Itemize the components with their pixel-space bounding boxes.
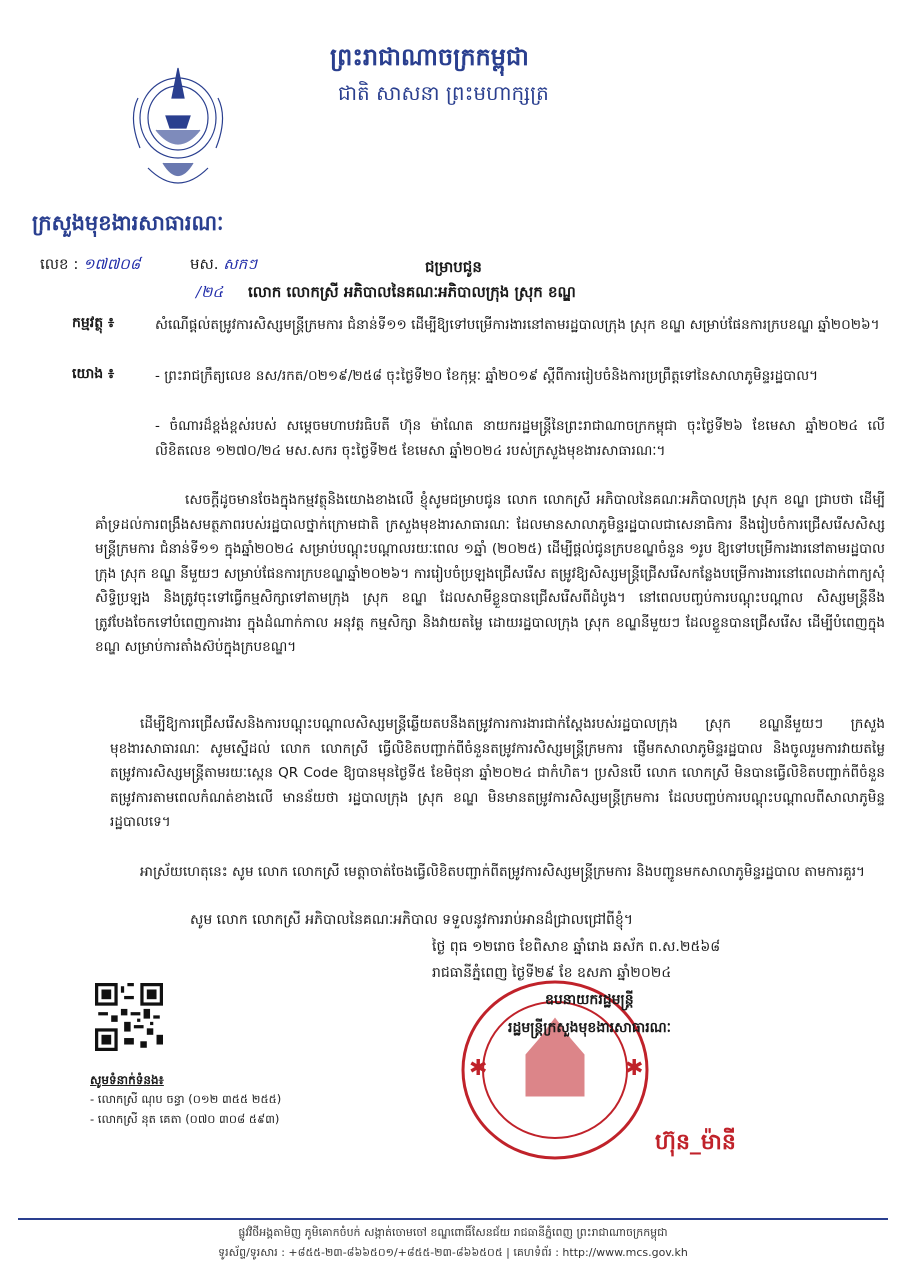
reference-number-label: លេខ : bbox=[40, 255, 79, 273]
contact-2: - លោកស្រី នុត គេតា (០៧០ ៣០៨ ៥៩៣) bbox=[90, 1112, 280, 1126]
body-paragraph-3: អាស្រ័យហេតុនេះ សូម លោក លោកស្រី មេត្តាចាត់ចែងធ្វើលិខិតបញ្ជាក់ពីតម្រូវការសិស្សមន្ត្រីក្រមការ និងបញ្ជូនមកសាលាភូមិន្ទរដ្ឋបាល តាមការគួរ។ bbox=[140, 864, 865, 880]
qr-code-icon[interactable] bbox=[95, 983, 163, 1051]
closing-line: សូម លោក លោកស្រី អភិបាលនៃគណៈអភិបាល ទទួលនូវការរាប់អានដ៏ជ្រាលជ្រៅពីខ្ញុំ។ bbox=[190, 912, 634, 928]
reference-item-1: - ព្រះរាជក្រឹត្យលេខ នស/រកត/០២១៩/២៥៨ ចុះថ្ងៃទី២០ ខែកុម្ភៈ ឆ្នាំ២០១៩ ស្ដីពីការរៀបចំនិងការប្រព្រឹត្តទៅនៃសាលាភូមិន្ទរដ្ឋបាល។ bbox=[155, 368, 819, 384]
contact-1: - លោកស្រី ណុប ចន្ធា (០១២ ៣៥៥ ២៥៥) bbox=[90, 1092, 282, 1106]
royal-crest-icon bbox=[118, 58, 238, 208]
signer-title-2: រដ្ឋមន្ត្រីក្រសួងមុខងារសាធារណៈ bbox=[508, 1020, 672, 1036]
national-motto: ជាតិ សាសនា ព្រះមហាក្សត្រ bbox=[338, 81, 549, 105]
addressee: លោក លោកស្រី អភិបាលនៃគណៈអភិបាលក្រុង ស្រុក ខណ្ឌ bbox=[248, 283, 576, 301]
kingdom-title: ព្រះរាជាណាចក្រកម្ពុជា bbox=[330, 43, 529, 71]
subject-label: កម្មវត្ថុ ៖ bbox=[72, 315, 115, 331]
reference-suffix-handwritten: /២៤ bbox=[196, 283, 224, 301]
svg-text:✱: ✱ bbox=[625, 1056, 644, 1081]
footer-contact: ទូរស័ព្ទ/ទូរសារ : +៨៥៥-២៣-៨៦៦៥០១/+៨៥៥-២៣-៨៦៦៥០៥ | គេហទំព័រ : http://www.mcs.gov.kh bbox=[218, 1246, 688, 1259]
body-paragraph-2: ដើម្បីឱ្យការជ្រើសរើសនិងការបណ្ដុះបណ្ដាលសិស្សមន្ត្រីឆ្លើយតបនឹងតម្រូវការការងារជាក់ស្ដែងរបស់រដ្ឋបាលក្រុង ស្រុក ខណ្ឌនីមួយៗ ក្រសួងមុខងារសាធារណៈ សូមស្នើដល់ លោក លោកស្រី ធ្វើលិខិតបញ្ជាក់ពីចំនួនតម្រូវការសិស្សមន្ត្រីក្រមការ ផ្ញើមកសាលាភូមិន្ទរដ្ឋបាល និងចូលរួមការវាយតម្លៃតម្រូវការសិស្សមន្ត្រីតាមរយៈស្កេន QR Code ឱ្យបានមុនថ្ងៃទី៥ ខែមិថុនា ឆ្នាំ២០២៤ ជាកំហិត។ ប្រសិនបើ លោក លោកស្រី មិនបានធ្វើលិខិតបញ្ជាក់ពីចំនួនតម្រូវការតាមពេលកំណត់ខាងលើ មានន័យថា រដ្ឋបាលក្រុង ស្រុក ខណ្ឌ មិនមានតម្រូវការសិស្សមន្ត្រីក្រមការ ដែលបញ្ចប់ការបណ្ដុះបណ្ដាលពីសាលាភូមិន្ទរដ្ឋបាលទេ។ bbox=[110, 716, 885, 830]
send-to-label: ជម្រាបជូន bbox=[425, 258, 482, 276]
reference-number-row bbox=[40, 255, 257, 277]
reference-office-label: មស. bbox=[189, 255, 219, 273]
subject-text: សំណើផ្ដល់តម្រូវការសិស្សមន្ត្រីក្រមការ ជំនាន់ទី១១ ដើម្បីឱ្យទៅបម្រើការងារនៅតាមរដ្ឋបាលក្រុង ស្រុក ខណ្ឌ សម្រាប់ផែនការក្របខណ្ឌ ឆ្នាំ២០២៦។ bbox=[155, 317, 880, 333]
reference-office-handwritten: សកៗ bbox=[223, 255, 257, 273]
signer-title-1: ឧបនាយករដ្ឋមន្ត្រី bbox=[545, 992, 634, 1008]
footer-address: ផ្លូវវិថីអង្គតាមិញ ភូមិគោកចំបក់ សង្កាត់ចោមចៅ ខណ្ឌពោធិ៍សែនជ័យ រាជធានីភ្នំពេញ ព្រះរាជាណាចក្រកម្ពុជា bbox=[238, 1226, 668, 1239]
ministry-name: ក្រសួងមុខងារសាធារណៈ bbox=[32, 211, 224, 235]
footer-divider bbox=[18, 1218, 888, 1220]
solar-date: រាជធានីភ្នំពេញ ថ្ងៃទី២៩ ខែ ឧសភា ឆ្នាំ២០២៤ bbox=[432, 965, 672, 981]
svg-text:✱: ✱ bbox=[469, 1056, 488, 1081]
lunar-date: ថ្ងៃ ពុធ ១២រោច ខែពិសាខ ឆ្នាំរោង ឆស័ក ព.ស.២៥៦៨ bbox=[432, 939, 721, 955]
references-label: យោង ៖ bbox=[72, 366, 115, 382]
reference-number-handwritten: ១៧៧០៨ bbox=[83, 255, 141, 273]
reference-item-2: - ចំណារដ៏ខ្ពង់ខ្ពស់របស់ សម្ដេចមហាបវរធិបតី ហ៊ុន ម៉ាណែត នាយករដ្ឋមន្ត្រីនៃព្រះរាជាណាចក្រកម្ពុជា ចុះថ្ងៃទី២៦ ខែមេសា ឆ្នាំ២០២៤ លើលិខិតលេខ ១២៧០/២៤ មស.សករ ចុះថ្ងៃទី២៥ ខែមេសា ឆ្នាំ២០២៤ របស់ក្រសួងមុខងារសាធារណៈ។ bbox=[155, 418, 885, 459]
contacts-title: សូមទំនាក់ទំនង៖ bbox=[90, 1073, 164, 1087]
body-paragraph-1: សេចក្ដីដូចមានចែងក្នុងកម្មវត្ថុនិងយោងខាងលើ ខ្ញុំសូមជម្រាបជូន លោក លោកស្រី អភិបាលនៃគណៈអភិបាលក្រុង ស្រុក ខណ្ឌ ជ្រាបថា ដើម្បីគាំទ្រដល់ការពង្រឹងសមត្ថភាពរបស់រដ្ឋបាលថ្នាក់ក្រោមជាតិ ក្រសួងមុខងារសាធារណៈ ដែលមានសាលាភូមិន្ទរដ្ឋបាលជាសេនាធិការ នឹងរៀបចំការជ្រើសរើសសិស្សមន្ត្រីក្រមការ ជំនាន់ទី១១ ក្នុងឆ្នាំ២០២៤ សម្រាប់បណ្ដុះបណ្ដាលរយៈពេល ១ឆ្នាំ (២០២៥) ដើម្បីផ្ដល់ជូនក្របខណ្ឌចំនួន ១រូប ឱ្យទៅបម្រើការងារនៅតាមរដ្ឋបាលក្រុង ស្រុក ខណ្ឌ នីមួយៗ សម្រាប់ផែនការក្របខណ្ឌឆ្នាំ២០២៦។ ការរៀបចំប្រឡងជ្រើសរើស តម្រូវឱ្យសិស្សមន្ត្រីជ្រើសរើសកន្លែងបម្រើការងារនៅពេលដាក់ពាក្យសុំសិទ្ធិប្រឡង និងត្រូវចុះទៅធ្វើកម្មសិក្សាទៅតាមក្រុង ស្រុក ខណ្ឌ ដែលសាមីខ្លួនបានជ្រើសរើសពីដំបូង។ នៅពេលបញ្ចប់ការបណ្ដុះបណ្ដាល សិស្សមន្ត្រីនឹងត្រូវបែងចែកទៅបំពេញការងារ ក្នុងដំណាក់កាល អនុវត្ត កម្មសិក្សា និងវាយតម្លៃ ដោយរដ្ឋបាលក្រុង ស្រុក ខណ្ឌនីមួយៗ ដែលខ្លួនបានជ្រើសរើស ដើម្បីបំពេញក្នុងខណ្ឌ សម្រាប់ការតាំងស៊ប់ក្នុងក្របខណ្ឌ។ bbox=[95, 492, 885, 655]
signer-name: ហ៊ុន_ម៉ានី bbox=[655, 1130, 736, 1155]
